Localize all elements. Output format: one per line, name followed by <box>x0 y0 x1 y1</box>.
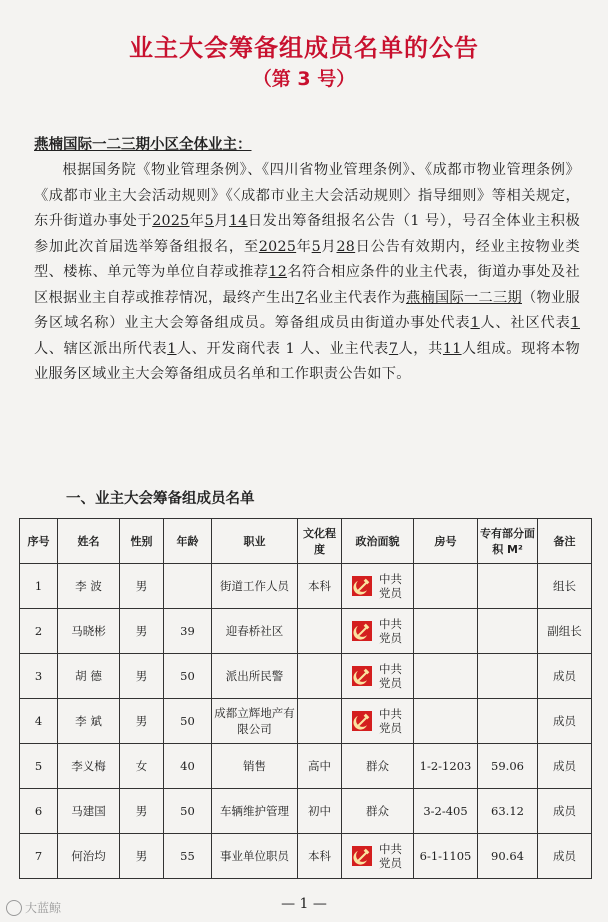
header-age: 年龄 <box>164 519 212 564</box>
row-job: 销售 <box>212 744 298 789</box>
party-emblem-icon <box>351 575 373 597</box>
row-job: 成都立辉地产有限公司 <box>212 699 298 744</box>
row-note: 组长 <box>538 564 592 609</box>
row-age: 39 <box>164 609 212 654</box>
header-name: 姓名 <box>58 519 120 564</box>
politics-text: 群众 <box>366 804 389 818</box>
row-note: 成员 <box>538 789 592 834</box>
row-age <box>164 564 212 609</box>
row-gender: 男 <box>120 654 164 699</box>
row-area: 63.12 <box>478 789 538 834</box>
row-note: 成员 <box>538 699 592 744</box>
row-room: 3-2-405 <box>414 789 478 834</box>
row-age: 50 <box>164 699 212 744</box>
table-header-row <box>20 519 592 564</box>
row-name: 马晓彬 <box>58 609 120 654</box>
addressee <box>34 133 252 154</box>
row-area: 90.64 <box>478 834 538 879</box>
table-row <box>20 834 592 879</box>
row-age: 55 <box>164 834 212 879</box>
page-number: — 1 — <box>281 896 327 912</box>
body-text: 人组成。现将本物业服务区域业主大会筹备组成员名单和工作职责公告如下。 <box>34 340 580 382</box>
row-politics <box>342 564 414 609</box>
watermark-logo-icon <box>6 900 22 916</box>
section-title: 一、业主大会筹备组成员名单 <box>66 491 255 507</box>
row-job: 车辆维护管理 <box>212 789 298 834</box>
row-room <box>414 564 478 609</box>
header-gender: 性别 <box>120 519 164 564</box>
row-politics <box>342 789 414 834</box>
header-education: 文化程度 <box>298 519 342 564</box>
politics-text: 中共党员 <box>379 707 402 735</box>
row-room <box>414 699 478 744</box>
politics-text: 中共党员 <box>379 617 402 645</box>
body-number: 11 <box>442 340 462 357</box>
politics-text: 群众 <box>366 759 389 773</box>
row-age: 50 <box>164 654 212 699</box>
row-gender: 女 <box>120 744 164 789</box>
row-no: 5 <box>20 744 58 789</box>
body-text: 根据国务院《物业管理条例》、《四川省物业管理条例》、《成都市物业管理条例》《成都市业主大会活动规则》《〈成都市业主大会活动规则〉指导细则》等相关规定，东升街道办事处于 <box>34 162 580 229</box>
row-education: 本科 <box>298 564 342 609</box>
row-area <box>478 699 538 744</box>
row-name: 李 斌 <box>58 699 120 744</box>
body-text: （物业服务区域名称）业主大会筹备组成员。筹备组成员由街道办事处代表 <box>34 289 580 331</box>
row-no: 6 <box>20 789 58 834</box>
body-text: 人、社区代表 <box>479 315 571 331</box>
row-room: 6-1-1105 <box>414 834 478 879</box>
row-room: 1-2-1203 <box>414 744 478 789</box>
row-education: 本科 <box>298 834 342 879</box>
table-row <box>20 564 592 609</box>
announcement-title: 业主大会筹备组成员名单的公告 <box>129 34 479 62</box>
body-text: 日发出筹备组报名公告（1 号），号召全体业主积极参加此次首届选举筹备组报名，至 <box>34 213 580 255</box>
header-note: 备注 <box>538 519 592 564</box>
announcement-number: （第 3 号） <box>252 68 356 90</box>
body-text: 名符合相应条件的业主代表，街道办事处及社区根据业主自荐或推荐情况，最终产生出 <box>34 264 580 306</box>
row-no: 4 <box>20 699 58 744</box>
header-no: 序号 <box>20 519 58 564</box>
table-row <box>20 654 592 699</box>
watermark <box>6 899 61 916</box>
row-politics <box>342 744 414 789</box>
politics-text: 中共党员 <box>379 662 402 690</box>
body-area-name: 燕楠国际一二三期 <box>405 289 522 306</box>
row-education <box>298 654 342 699</box>
body-text: 年 <box>189 213 205 229</box>
body-number: 1 <box>470 315 480 331</box>
body-text: 年 <box>296 238 312 255</box>
row-no: 7 <box>20 834 58 879</box>
header-room: 房号 <box>414 519 478 564</box>
row-area: 59.06 <box>478 744 538 789</box>
row-education: 初中 <box>298 789 342 834</box>
row-name: 何治均 <box>58 834 120 879</box>
table-row <box>20 699 592 744</box>
row-job: 事业单位职员 <box>212 834 298 879</box>
row-politics <box>342 834 414 879</box>
row-politics <box>342 699 414 744</box>
politics-text: 中共党员 <box>379 572 402 600</box>
row-name: 李 波 <box>58 564 120 609</box>
row-age: 40 <box>164 744 212 789</box>
table-body <box>20 564 592 879</box>
body-text: 人，共 <box>398 340 443 357</box>
row-name: 胡 德 <box>58 654 120 699</box>
body-date: 2025 <box>258 238 297 255</box>
row-no: 2 <box>20 609 58 654</box>
row-job: 派出所民警 <box>212 654 298 699</box>
row-politics <box>342 609 414 654</box>
table-row <box>20 744 592 789</box>
body-date: 2025 <box>152 213 190 229</box>
row-area <box>478 564 538 609</box>
announcement-body <box>34 158 580 388</box>
body-text: 月 <box>213 213 229 229</box>
addressee-text: 燕楠国际一二三期小区全体业主： <box>34 137 252 153</box>
body-number: 1 <box>570 315 580 331</box>
row-gender: 男 <box>120 834 164 879</box>
party-emblem-icon <box>351 845 373 867</box>
row-gender: 男 <box>120 564 164 609</box>
row-education: 高中 <box>298 744 342 789</box>
row-job: 街道工作人员 <box>212 564 298 609</box>
row-gender: 男 <box>120 609 164 654</box>
politics-text: 中共党员 <box>379 842 402 870</box>
row-room <box>414 609 478 654</box>
row-education <box>298 609 342 654</box>
row-job: 迎春桥社区 <box>212 609 298 654</box>
row-age: 50 <box>164 789 212 834</box>
header-job: 职业 <box>212 519 298 564</box>
table-row <box>20 609 592 654</box>
body-date: 28 <box>336 238 356 255</box>
row-note: 成员 <box>538 654 592 699</box>
body-number: 12 <box>268 264 288 280</box>
body-number: 7 <box>388 340 399 357</box>
row-education <box>298 699 342 744</box>
body-number: 1 <box>167 340 177 357</box>
row-room <box>414 654 478 699</box>
body-date: 5 <box>311 238 321 255</box>
body-number: 7 <box>295 289 305 306</box>
body-date: 14 <box>228 213 248 229</box>
party-emblem-icon <box>351 620 373 642</box>
body-text: 月 <box>320 238 337 255</box>
header-area: 专有部分面积 M² <box>478 519 538 564</box>
row-gender: 男 <box>120 699 164 744</box>
row-area <box>478 654 538 699</box>
row-note: 成员 <box>538 834 592 879</box>
party-emblem-icon <box>351 665 373 687</box>
row-area <box>478 609 538 654</box>
row-gender: 男 <box>120 789 164 834</box>
party-emblem-icon <box>351 710 373 732</box>
row-name: 马建国 <box>58 789 120 834</box>
table-row <box>20 789 592 834</box>
header-politics: 政治面貌 <box>342 519 414 564</box>
body-text: 人、辖区派出所代表 <box>34 340 168 357</box>
row-note: 成员 <box>538 744 592 789</box>
row-no: 3 <box>20 654 58 699</box>
body-text: 人、开发商代表 1 人、业主代表 <box>176 340 389 357</box>
row-name: 李义梅 <box>58 744 120 789</box>
watermark-text: 大蓝鲸 <box>25 901 62 915</box>
row-note: 副组长 <box>538 609 592 654</box>
body-date: 5 <box>204 213 214 229</box>
members-table <box>19 518 592 879</box>
row-politics <box>342 654 414 699</box>
row-no: 1 <box>20 564 58 609</box>
body-text: 名业主代表作为 <box>304 289 406 306</box>
body-text: 日公告有效期内，经业主按物业类型、楼栋、单元等为单位自荐或推荐 <box>34 238 580 280</box>
